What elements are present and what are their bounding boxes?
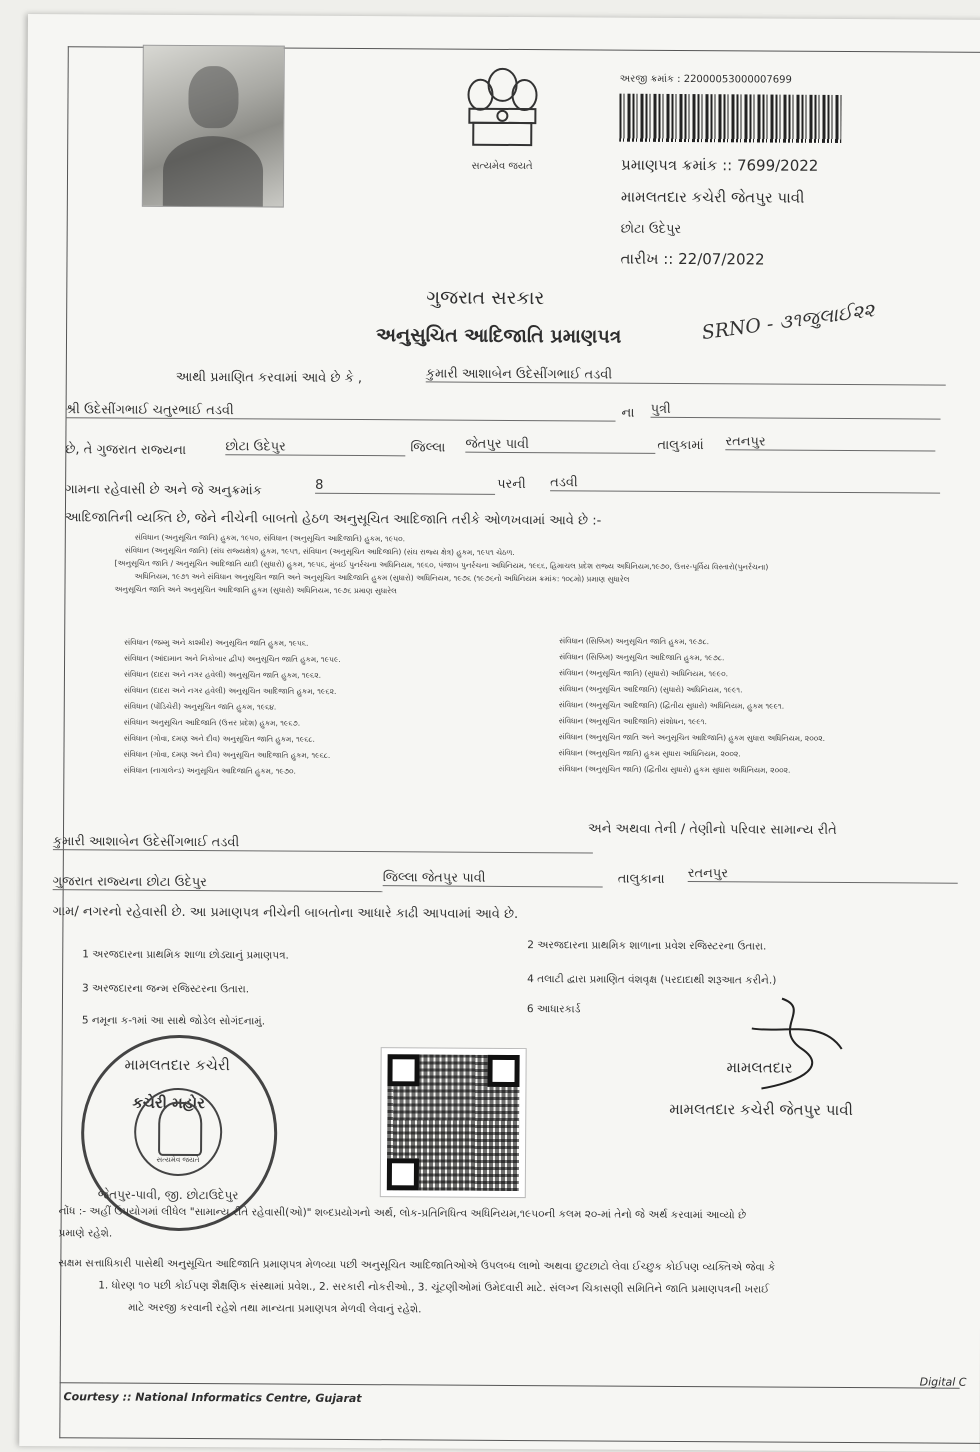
seal-motto: સત્યમેવ જયતે	[156, 1155, 200, 1165]
national-emblem-icon	[447, 57, 558, 178]
relation: પુત્રી	[651, 402, 941, 420]
serial-number: 8	[315, 478, 495, 495]
note-line: નોંધ :- અહીં ઉપયોગમાં લીધેલ "સામાન્ય રીતે રહેવાસી(ઓ)" શબ્દપ્રયોગનો અર્થ, લોક-પ્રતિનિધિત્વ અધિનિયમ,૧૯૫૦ની કલમ ૨૦-માં તેનો જે અર્થ કરવામાં આવ્યો છે	[58, 1205, 747, 1222]
taluka-label: તાલુકામાં	[657, 437, 704, 454]
order-item: સંવિધાન (પોંડિચેરી) અનુસૂચિત જાતિ હુકમ, ૧૯૬૪.	[123, 701, 277, 712]
order-item: સંવિધાન (અનુસૂચિત આદિજાતિ) (સુધારો) અધિનિયમ, ૧૯૯૧.	[558, 684, 743, 695]
basis-text: ગામ/ નગરનો રહેવાસી છે. આ પ્રમાણપત્ર નીચેની બાબતોના આધારે કાઢી આપવામાં આવે છે.	[52, 904, 519, 923]
state-district-line	[53, 874, 383, 892]
state-text: છે, તે ગુજરાત રાજ્યના	[65, 442, 187, 458]
resident-text: ગામના રહેવાસી છે અને જે અનુક્રમાંક	[65, 482, 262, 499]
order-item: સંવિધાન (અનુસૂચિત જાતિ) (દ્વિતીય સુધારો) હુકમ સુધારા અધિનિયમ, ૨૦૦૨.	[558, 764, 791, 775]
holder-name-2: કુમારી આશાબેન ઉદેસીંગભાઈ તડવી	[53, 834, 593, 853]
note-line: માટે અરજી કરવાની રહેશે તથા માન્યતા પ્રમાણપત્ર મેળવી લેવાનું રહેશે.	[128, 1301, 422, 1316]
order-item: સંવિધાન (ગોવા, દમણ અને દીવ) અનુસૂચિત આદિજાતિ હુકમ, ૧૯૬૮.	[123, 749, 331, 760]
qr-code	[381, 1048, 526, 1197]
order-item: સંવિધાન (અનુસૂચિત જાતિ) (સુધારો) અધિનિયમ, ૧૯૯૦.	[558, 668, 729, 679]
digital-text: Digital C	[919, 1375, 967, 1389]
doc-item-2: 2 અરજદારના પ્રાથમિક શાળાના પ્રવેશ રજિસ્ટરના ઉતારા.	[527, 939, 767, 953]
handwritten-reference: SRNO - ૩૧જુલાઈ૨૨	[700, 299, 876, 345]
doc-item-5: 5 નમૂના ક-૧માં આ સાથે જોડેલ સોગંદનામું.	[81, 1014, 266, 1028]
district-name: છોટા ઉદેપુર	[225, 439, 405, 456]
applicant-photo	[142, 45, 285, 208]
courtesy-text: Courtesy :: National Informatics Centre, Gujarat	[63, 1390, 362, 1406]
holder-name: કુમારી આશાબેન ઉદેસીંગભાઈ તડવી	[426, 366, 946, 385]
seal-mid-text: કચેરી મહોર	[132, 1093, 206, 1113]
signatory-title: મામલતદાર	[726, 1058, 793, 1077]
order-item: સંવિધાન (દાદરા અને નગર હવેલી) અનુસૂચિત જાતિ હુકમ, ૧૯૬૨.	[123, 669, 322, 680]
barcode	[619, 94, 841, 143]
doc-item-6: 6 આધારકાર્ડ	[526, 1003, 581, 1016]
note-line: સક્ષમ સત્તાધિકારી પાસેથી અનુસૂચિત આદિજાતિ પ્રમાણપત્ર મેળવ્યા પછી અનુસૂચિત આદિજાતિઓએ ઉપલબ્ધ લાભો અથવા છુટછાટો લેવા ઈચ્છુક કોઈપણ વ્યક્તિએ જેવા કે	[58, 1257, 776, 1274]
seal-bottom-text: જેતપુર-પાવી, જી. છોટાઉદેપુર	[97, 1187, 239, 1203]
signatory-office: મામલતદાર કચેરી જેતપુર પાવી	[669, 1099, 853, 1120]
order-item: સંવિધાન (અનુસૂચિત જાતિ અને અનુસૂચિત આદિજાતિ) હુકમ સુધારા અધિનિયમ, ૨૦૦૨.	[558, 732, 826, 743]
order-item: સંવિધાન (અનુસૂચિત જાતિ) હુકમ, ૧૯૫૦, સંવિધાન (અનુસૂચિત આદિજાતિ) હુકમ, ૧૯૫૦.	[134, 532, 406, 544]
order-item: અધિનિયમ, ૧૯૭૧ અને સંવિધાન અનુસૂચિત જાતિ અને અનુસૂચિત આદિજાતિ હુકમ (સુધારો) અધિનિયમ, ૧૯૭૬ (૧૯૭૬નો અધિનિયમ ક્રમાંક: ૧૦૮મો) પ્રમાણ સુધારેલ	[134, 571, 630, 584]
order-item: સંવિધાન અનુસૂચિત આદિજાતિ (ઉત્તર પ્રદેશ) હુકમ, ૧૯૬૭.	[123, 717, 301, 728]
taluka-name-2: જેતપુર પાવી	[421, 870, 486, 886]
order-item: સંવિધાન (અનુસૂચિત જાતિ) (સંઘ રાજ્યક્ષેત્ર) હુકમ, ૧૯૫૧, સંવિધાન (અનુસૂચિત આદિજાતિ) (સંઘ રાજ્ય ક્ષેત્ર) હુકમ, ૧૯૫૧ ચેઠળ.	[124, 545, 515, 557]
order-item: સંવિધાન (નાગાલેન્ડ) અનુસૂચિત આદિજાતિ હુકમ, ૧૯૭૦.	[123, 765, 296, 776]
village-name-2: રતનપુર	[688, 866, 958, 884]
orders-left-list	[123, 635, 504, 781]
orders-top-list	[114, 531, 944, 601]
application-number: અરજી ક્રમાંક : 22000053000007699	[619, 73, 792, 86]
signature-mark	[741, 988, 852, 1099]
order-item: અનુસૂચિત જાતિ અને અનુસૂચિત આદિજાતિ હુકમ (સુધારો) અધિનિયમ, ૧૯૭૬ પ્રમાણ સુધારેલ	[114, 584, 397, 596]
order-item: સંવિધાન (અનુસૂચિત આદિજાતિ) (દ્વિતીય સુધારો) અધિનિયમ, હુકમ ૧૯૯૧.	[558, 700, 785, 711]
note-line: 1. ધોરણ ૧૦ પછી કોઈપણ શૈક્ષણિક સંસ્થામાં પ્રવેશ., 2. સરકારી નોકરીઓ., 3. ચૂંટણીઓમાં ઉમેદવારી માટે. સંલગ્ન ચિકાસણી સમિતિને જાતિ પ્રમાણપત્રની ખરાઈ	[98, 1279, 770, 1296]
taluka-name: જેતપુર પાવી	[465, 437, 655, 454]
jilla-line	[383, 870, 603, 887]
certificate-number: પ્રમાણપત્ર ક્રમાંક :: 7699/2022	[621, 155, 819, 175]
office-district: છોટા ઉદેપુર	[620, 221, 682, 237]
order-item: સંવિધાન (જમ્મુ અને કાશ્મીર) અનુસૂચિત જાતિ હુકમ, ૧૯૫૬.	[124, 637, 309, 648]
father-name: શ્રી ઉદેસીંગભાઈ ચતુરભાઈ તડવી	[66, 402, 616, 421]
tribe-name: તડવી	[550, 475, 940, 493]
jilla-label: જિલ્લા	[410, 440, 446, 456]
village-name: રતનપુર	[725, 434, 935, 451]
issue-date: તારીખ :: 22/07/2022	[620, 249, 765, 269]
note-section	[58, 1200, 979, 1324]
order-item: સંવિધાન (ગોવા, દમણ અને દીવ) અનુસૂચિત જાતિ હુકમ, ૧૯૬૮.	[123, 733, 315, 744]
district-name-2: છોટા ઉદેપુર	[146, 874, 207, 891]
family-text: અને અથવા તેની / તેણીનો પરિવાર સામાન્ય રીતે	[587, 821, 837, 838]
par-label: પરની	[497, 476, 526, 493]
doc-item-4: 4 તલાટી દ્વારા પ્રમાણિત વંશવૃક્ષ (પરદાદાથી શરૂઆત કરીને.)	[527, 973, 777, 987]
government-title: ગુજરાત સરકાર	[426, 286, 545, 310]
state-text-2: ગુજરાત રાજ્યના	[52, 874, 143, 890]
office-name: મામલતદાર કચેરી જેતપુર પાવી	[620, 187, 805, 207]
taluka-label-2: તાલુકાના	[617, 871, 665, 887]
certificate-title: અનુસુચિત આદિજાતિ પ્રમાણપત્ર	[375, 324, 622, 348]
order-item: સંવિધાન (અનુસૂચિત આદિજાતિ) સંશોધન, ૧૯૯૧.	[558, 716, 707, 727]
order-item: [અનુસૂચિત જાતિ / અનુસૂચિત આદિજાતિ યાદી (સુધારો) હુકમ, ૧૯૫૬, મુંબઈ પુનર્રચના અધિનિયમ, ૧૯૬૦, પંજાબ પુનર્રચના અધિનિયમ, ૧૯૬૬, હિમાચલ પ્રદેશ રાજ્ય અધિનિયમ,૧૯૭૦, ઉત્તર-પૂર્વિય વિસ્તારો(પુનર્રચના)	[114, 558, 769, 572]
intro-text: આથી પ્રમાણિત કરવામાં આવે છે કે ,	[175, 369, 363, 387]
order-item: સંવિધાન (સિક્કિમ) અનુસૂચિત આદિજાતિ હુકમ, ૧૯૭૮.	[559, 652, 725, 663]
na-label: ના	[621, 405, 635, 421]
tribe-text: આદિજાતિની વ્યક્તિ છે, જેને નીચેની બાબતો હેઠળ અનુસૂચિત આદિજાતિ તરીકે ઓળખવામાં આવે છે :-	[64, 510, 602, 529]
seal-top-text: મામલતદાર કચેરી	[124, 1055, 230, 1075]
order-item: સંવિધાન (આંદામાન અને નિકોબાર દ્વીપ) અનુસૂચિત જાતિ હુકમ, ૧૯૫૯.	[124, 653, 341, 664]
order-item: સંવિધાન (દાદરા અને નગર હવેલી) અનુસૂચિત આદિજાતિ હુકમ, ૧૯૬૨.	[123, 685, 337, 696]
jilla-label-2: જિલ્લા	[382, 870, 418, 886]
certificate-sheet	[19, 14, 980, 1452]
emblem-motto: સત્યમેવ જયતે	[471, 160, 533, 173]
doc-item-1: 1 અરજદારના પ્રાથમિક શાળા છોડ્યાનું પ્રમાણપત્ર.	[82, 948, 289, 962]
order-item: સંવિધાન (સિક્કિમ) અનુસૂચિત જાતિ હુકમ, ૧૯૭૮.	[559, 636, 710, 647]
order-item: સંવિધાન (અનુસૂચિત જાતિ) હુકમ સુધારા અધિનિયમ, ૨૦૦૨.	[558, 748, 741, 759]
orders-right-list	[558, 633, 919, 779]
note-line: પ્રમાણે રહેશે.	[58, 1227, 113, 1240]
doc-item-3: 3 અરજદારના જન્મ રજિસ્ટરના ઉતારા.	[82, 982, 250, 996]
seal-emblem	[134, 1088, 223, 1177]
